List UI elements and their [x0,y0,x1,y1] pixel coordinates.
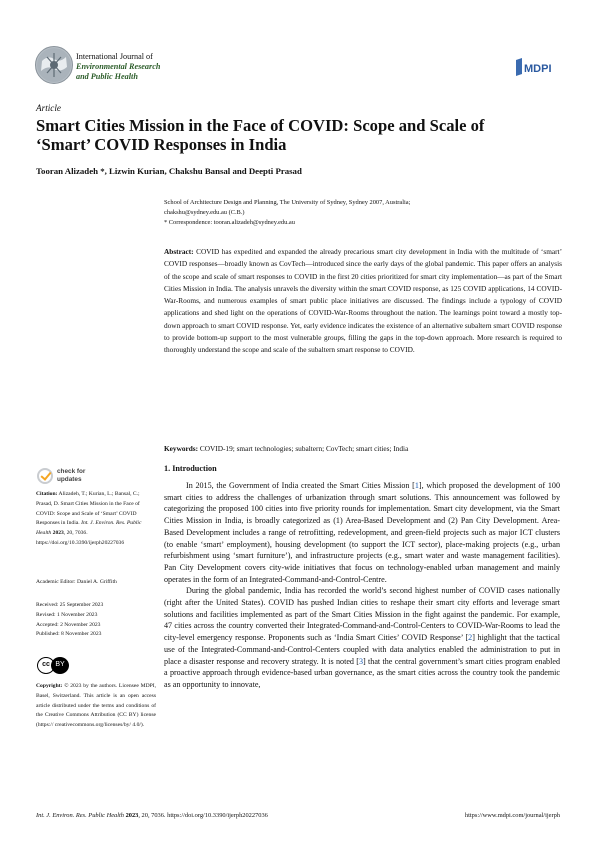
paragraph-text: ], which proposed the development of 100 smart cities to address the challenges of urbanization through smart solutions. This announcement was followed by categorizing the proposed 100 cities into five priority rounds for implementation. Smart city development, via the Smart Cities Mission in India, is broadly categorized as (1) Area-Based Development and (2) Pan City Development. Area-Based Development includes a range of retrofitting, redevelopment, and green-field projects such as major ICT clusters (to enable ‘smart’ employment), housing development (to support the ICT sector), place-making projects (e.g., urban refurbishment using ‘smart furniture’), and infrastructure projects (e.g., smart water and waste management facilities). Pan City Development covers city-wide initiatives that focus on technology-enabled urban management and mainly operates in the form of an Integrated-Command-and-Control-Centre. [164,481,560,584]
introduction-body [164,480,560,691]
footer-year: 2023 [125,812,139,819]
footer-citation: , 20, 7036. https://doi.org/10.3390/ijerph20227036 [138,812,268,819]
keywords [164,444,562,453]
abstract [164,246,562,356]
abstract-text: COVID has expedited and expanded the already precarious smart city development in India with the multitude of ‘smart’ COVID responses—broadly known as CovTech—introduced since the early days of the global pandemic. This paper offers an analysis of the scope and scale of smart responses to COVID in the first 20 cities prioritized for smart city implementation—as part of the Smart Cities Mission in India. The analysis unravels the diversity within the smart COVID response, as 125 COVID applications, 14 COVID-War-Rooms, and numerous examples of smart public place initiatives are discussed. The findings include a typology of COVID applications and shed light on the operations of COVID-War-Rooms throughout the nation. The learnings point toward a mostly top-down approach to smart COVID response. Yet, early evidence indicates the existence of an alternative subaltern smart COVID response to provide bottom-up support to the most vulnerable groups, filling the gaps in the top-down approach. More research is required to thoroughly understand the scope and scale of the subaltern smart response to COVID. [164,247,562,354]
citation-year: 2023 [52,530,64,537]
cc-by-license-badge[interactable] [37,657,67,675]
globe-icon [36,47,72,83]
reference-link[interactable]: 3 [358,656,364,666]
citation-rest: , 20, 7036. https://doi.org/10.3390/ijerph20227036 [36,530,125,546]
dates-block [36,601,156,640]
date-accepted: Accepted: 2 November 2023 [36,621,101,628]
correspondence-line: * Correspondence: tooran.alizadeh@sydney.edu.au [164,219,295,226]
reference-link[interactable]: 2 [468,633,473,643]
mdpi-logo [514,58,556,76]
check-icon [37,468,53,484]
citation-journal: Int. J. Environ. Res. Public Health [36,520,142,537]
article-type-label: Article [36,103,62,113]
paper-title: Smart Cities Mission in the Face of COVID: Scope and Scale of ‘Smart’ COVID Responses in India [36,116,485,154]
mdpi-mark-icon [516,58,522,76]
journal-line-3: and Public Health [76,72,138,81]
journal-logo [35,46,73,84]
keywords-text: COVID-19; smart technologies; subaltern; CovTech; smart cities; India [199,444,409,453]
citation-text: Alizadeh, T.; Kurian, L.; Bansal, C.; Prasad, D. Smart Cities Mission in the Face of COVID: Scope and Scale of ‘Smart’ COVID Responses in India. [36,491,140,527]
copyright-block [36,682,156,731]
affiliation-block [164,198,564,228]
journal-line-2: Environmental Research [76,62,161,71]
date-revised: Revised: 1 November 2023 [36,611,98,618]
copyright-label: Copyright: [36,683,63,689]
abstract-label: Abstract: [164,247,194,256]
mdpi-logo-text: MDPI [524,63,552,75]
check-line-2: updates [57,476,82,483]
paragraph-text: In 2015, the Government of India created the Smart Cities Mission [ [186,481,415,490]
journal-line-1: International Journal of [76,52,153,61]
cc-icon: cc [37,657,55,674]
check-for-updates-badge[interactable] [37,466,147,488]
footer-url[interactable]: https://www.mdpi.com/journal/ijerph [464,812,560,819]
paragraph [164,480,560,585]
citation-label: Citation: [36,491,58,497]
journal-name [76,52,160,82]
paragraph [164,585,560,690]
paragraph-text: ] that the central government’s smart cities program enabled a proactive approach through evidence-based urban governance, as the smart cities across the country took the pandemic as an opportunity to innovate, [164,656,560,689]
page-footer [36,812,560,819]
paragraph-text: During the global pandemic, India has recorded the world’s second highest number of COVID cases nationally (right after the United States). COVID has pushed Indian cities to reshape their smart city efforts and leverage smart solutions and facilities implemented as part of the Smart Cities Mission in the fight against the pandemic. For example, 47 cities across the country converted their Integrated-Command-and-Control-Centers to COVID-War-Rooms to lead the city-level emergency response. Proponents such as ‘India Smart Cities’ COVID Response’ [ [164,586,560,643]
date-received: Received: 25 September 2023 [36,602,104,608]
by-icon: BY [51,657,69,674]
copyright-text: © 2023 by the authors. Licensee MDPI, Basel, Switzerland. This article is an open access article distributed under the terms and conditions of the Creative Commons Attribution (CC BY) license (https:// creativecommons.org/licenses/by/ 4.0/). [36,683,156,729]
keywords-label: Keywords: [164,444,199,453]
citation-block [36,490,156,549]
check-line-1: check for [57,468,86,475]
affiliation-line: School of Architecture Design and Planning, The University of Sydney, Sydney 2007, Australia; [164,199,411,206]
date-published: Published: 8 November 2023 [36,631,102,638]
paragraph-text: ] highlight that the tactical use of the Integrated-Command-and-Control-Centers coupled with data analytics enabled the administration to put in place a disaster response and recovery strategy. It is noted [ [164,633,560,666]
section-heading: 1. Introduction [164,464,217,473]
author-list: Tooran Alizadeh *, Lizwin Kurian, Chakshu Bansal and Deepti Prasad [36,166,302,176]
reference-link[interactable]: 1 [414,481,419,490]
academic-editor: Academic Editor: Daniel A. Griffith [36,579,117,585]
footer-journal: Int. J. Environ. Res. Public Health [36,812,124,819]
affiliation-email: chakshu@sydney.edu.au (C.B.) [164,209,245,216]
